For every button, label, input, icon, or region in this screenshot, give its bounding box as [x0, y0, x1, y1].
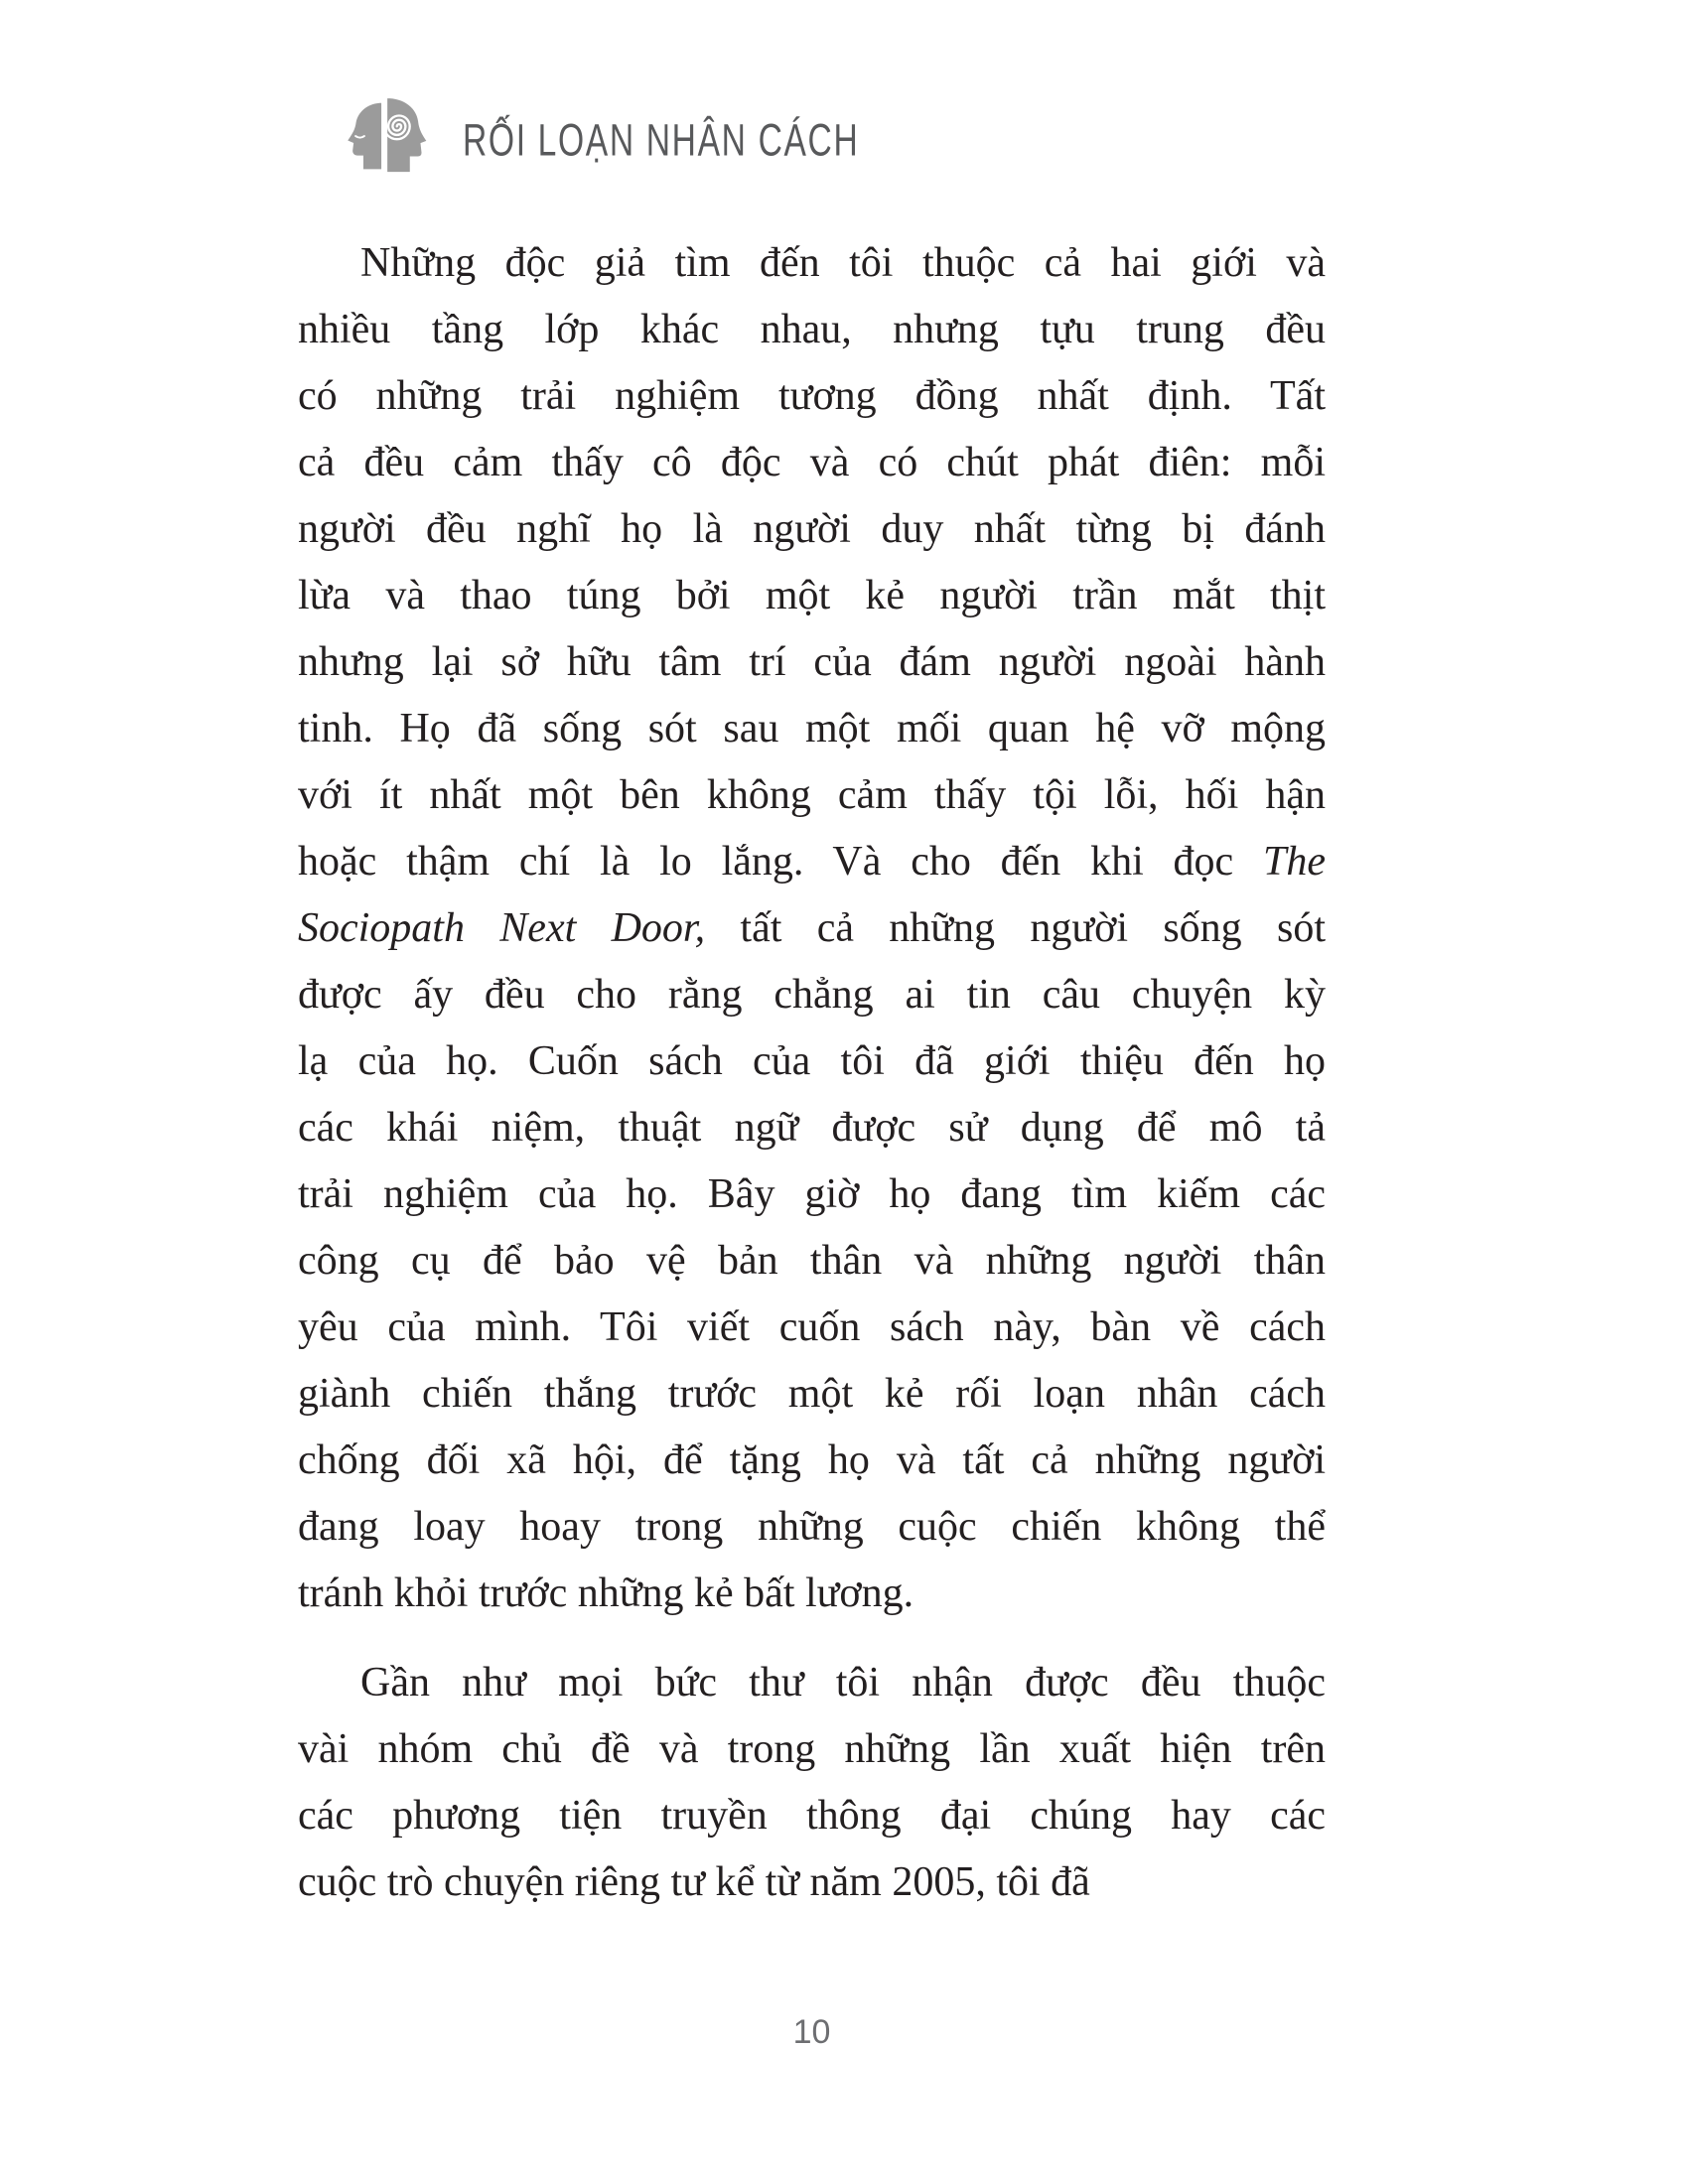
page-header: [336, 91, 946, 189]
text-line: [298, 1716, 1326, 1783]
text-line: [298, 1494, 1326, 1561]
text-line: [298, 1095, 1326, 1161]
text-line: [298, 1428, 1326, 1494]
text-segment: Gần như mọi bức thư tôi nhận được đều thuộc: [360, 1660, 1326, 1706]
text-line: [298, 1783, 1326, 1849]
italic-book-title: Sociopath Next Door,: [298, 905, 706, 951]
italic-book-title: The: [1263, 839, 1326, 885]
paragraph: [298, 1650, 1326, 1916]
body-text: [298, 230, 1326, 1916]
text-line: [298, 1295, 1326, 1361]
text-line: [298, 696, 1326, 762]
text-line: [298, 1561, 1326, 1627]
text-segment: giành chiến thắng trước một kẻ rối loạn nhân cách: [298, 1371, 1326, 1417]
text-segment: tất cả những người sống sót: [705, 905, 1326, 951]
text-line: [298, 895, 1326, 962]
paragraph: [298, 230, 1326, 1627]
text-segment: lừa và thao túng bởi một kẻ người trần mắt thịt: [298, 573, 1326, 618]
text-segment: lạ của họ. Cuốn sách của tôi đã giới thiệu đến họ: [298, 1038, 1326, 1084]
text-line: [298, 1650, 1326, 1716]
text-line: [298, 297, 1326, 363]
text-segment: có những trải nghiệm tương đồng nhất định. Tất: [298, 373, 1326, 419]
text-segment: công cụ để bảo vệ bản thân và những người thân: [298, 1238, 1326, 1284]
page-number: 10: [792, 2013, 831, 2051]
text-segment: chống đối xã hội, để tặng họ và tất cả những người: [298, 1437, 1326, 1483]
text-line: [298, 563, 1326, 629]
text-segment: nhưng lại sở hữu tâm trí của đám người ngoài hành: [298, 639, 1326, 685]
text-segment: vài nhóm chủ đề và trong những lần xuất hiện trên: [298, 1726, 1326, 1772]
text-line: [298, 1028, 1326, 1095]
text-segment: tinh. Họ đã sống sót sau một mối quan hệ vỡ mộng: [298, 706, 1326, 751]
text-line: [298, 1361, 1326, 1428]
page-header-title: RỐI LOẠN NHÂN CÁCH: [463, 114, 860, 165]
text-segment: yêu của mình. Tôi viết cuốn sách này, bàn về cách: [298, 1304, 1326, 1350]
text-segment: các khái niệm, thuật ngữ được sử dụng để mô tả: [298, 1105, 1326, 1151]
text-line: [298, 629, 1326, 696]
text-line: [298, 363, 1326, 430]
text-segment: các phương tiện truyền thông đại chúng hay các: [298, 1793, 1326, 1839]
text-line: [298, 1849, 1326, 1916]
text-line: [298, 1228, 1326, 1295]
text-line: [298, 829, 1326, 895]
text-segment: tránh khỏi trước những kẻ bất lương.: [298, 1570, 914, 1616]
text-line: [298, 230, 1326, 297]
text-line: [298, 1161, 1326, 1228]
text-segment: cuộc trò chuyện riêng tư kể từ năm 2005, tôi đã: [298, 1859, 1090, 1905]
text-line: [298, 762, 1326, 829]
text-segment: cả đều cảm thấy cô độc và có chút phát điên: mỗi: [298, 440, 1326, 485]
text-segment: hoặc thậm chí là lo lắng. Và cho đến khi đọc: [298, 839, 1263, 885]
text-segment: Những độc giả tìm đến tôi thuộc cả hai giới và: [360, 240, 1326, 286]
text-segment: với ít nhất một bên không cảm thấy tội lỗi, hối hận: [298, 772, 1326, 818]
text-segment: trải nghiệm của họ. Bây giờ họ đang tìm kiếm các: [298, 1171, 1326, 1217]
text-segment: được ấy đều cho rằng chẳng ai tin câu chuyện kỳ: [298, 972, 1326, 1018]
text-segment: người đều nghĩ họ là người duy nhất từng bị đánh: [298, 506, 1326, 552]
text-line: [298, 430, 1326, 496]
text-line: [298, 962, 1326, 1028]
text-segment: đang loay hoay trong những cuộc chiến không thể: [298, 1504, 1326, 1550]
dual-head-spiral-icon: [336, 91, 433, 189]
text-line: [298, 496, 1326, 563]
text-segment: nhiều tầng lớp khác nhau, nhưng tựu trung đều: [298, 307, 1326, 352]
